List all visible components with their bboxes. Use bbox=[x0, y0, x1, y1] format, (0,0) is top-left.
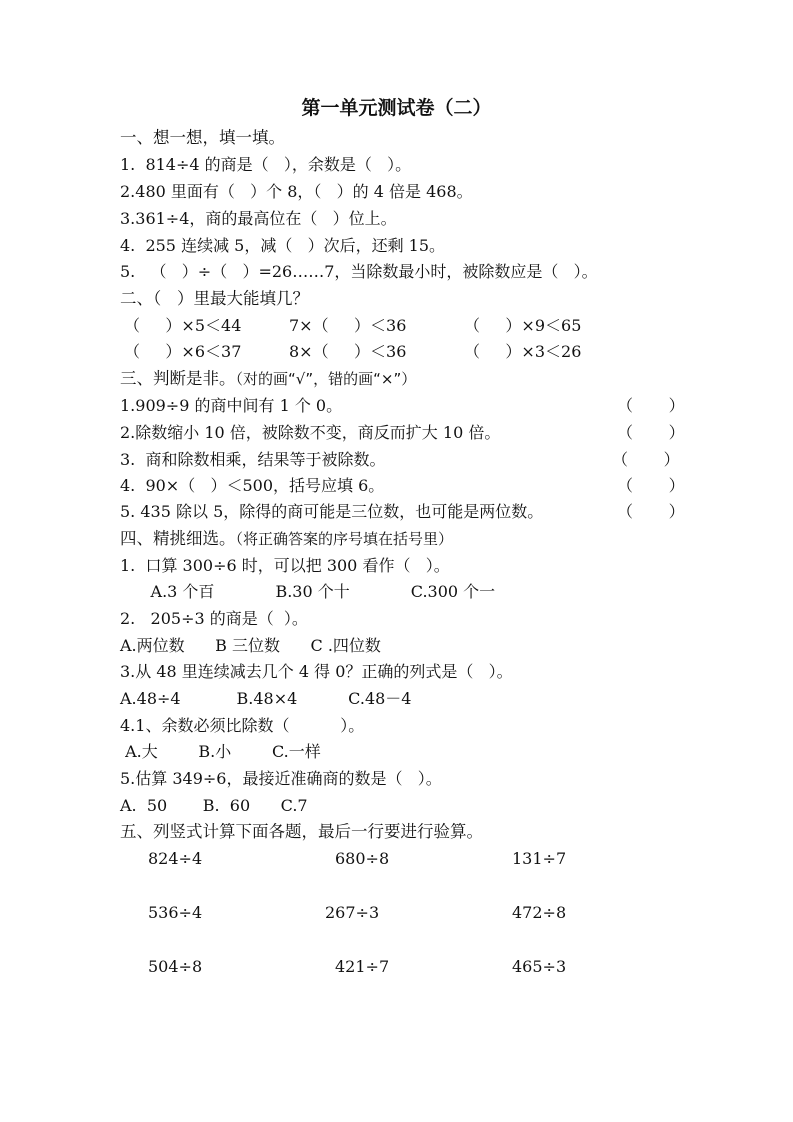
section4-question-5: 5.估算 349÷6，最接近准确商的数是（ ）。 bbox=[120, 769, 442, 788]
calc-problem: 504÷8 bbox=[148, 957, 203, 976]
section4-heading-note: （将正确答案的序号填在括号里） bbox=[235, 530, 454, 548]
section3-heading bbox=[120, 369, 416, 389]
answer-blank[interactable]: （ ） bbox=[617, 396, 685, 415]
section3-item-3: 3. 商和除数相乘，结果等于被除数。 bbox=[120, 450, 386, 469]
section4-options-3: A.48÷4 B.48×4 C.48－4 bbox=[120, 689, 412, 708]
section1-item-1: 1. 814÷4 的商是（ ），余数是（ ）。 bbox=[120, 155, 412, 174]
answer-blank[interactable]: （ ） bbox=[612, 450, 680, 469]
section4-options-4: A.大 B.小 C.一样 bbox=[120, 742, 321, 761]
calc-problem: 680÷8 bbox=[335, 849, 390, 868]
page-title: 第一单元测试卷（二） bbox=[301, 97, 492, 119]
section2-heading: 二、（ ）里最大能填几？ bbox=[120, 289, 309, 308]
answer-blank[interactable]: （ ） bbox=[617, 423, 685, 442]
section4-heading-text: 四、精挑细选。 bbox=[120, 529, 236, 548]
section1-item-2: 2.480 里面有（ ）个 8，（ ）的 4 倍是 468。 bbox=[120, 182, 473, 201]
section4-heading bbox=[120, 529, 453, 549]
section2-cell: （ ）×6＜37 bbox=[124, 342, 242, 361]
section1-item-5: 5. （ ）÷（ ）=26……7，当除数最小时，被除数应是（ ）。 bbox=[120, 262, 598, 281]
calc-problem: 131÷7 bbox=[512, 849, 567, 868]
section4-question-4: 4.1、余数必须比除数（ ）。 bbox=[120, 716, 365, 735]
section2-cell: （ ）×3＜26 bbox=[464, 342, 582, 361]
section3-item-5: 5. 435 除以 5，除得的商可能是三位数，也可能是两位数。 bbox=[120, 502, 544, 521]
section4-options-5: A. 50 B. 60 C.7 bbox=[120, 796, 308, 815]
section2-cell: 7×（ ）＜36 bbox=[289, 316, 407, 335]
answer-blank[interactable]: （ ） bbox=[617, 502, 685, 521]
calc-problem: 421÷7 bbox=[335, 957, 390, 976]
section1-item-3: 3.361÷4，商的最高位在（ ）位上。 bbox=[120, 209, 397, 228]
calc-problem: 536÷4 bbox=[148, 903, 203, 922]
calc-problem: 824÷4 bbox=[148, 849, 203, 868]
section3-item-2: 2.除数缩小 10 倍，被除数不变，商反而扩大 10 倍。 bbox=[120, 423, 501, 442]
calc-problem: 267÷3 bbox=[325, 903, 380, 922]
section1-item-4: 4. 255 连续减 5，减（ ）次后，还剩 15。 bbox=[120, 236, 446, 255]
section3-heading-text: 三、判断是非。 bbox=[120, 369, 236, 388]
section2-cell: （ ）×9＜65 bbox=[464, 316, 582, 335]
section4-question-3: 3.从 48 里连续减去几个 4 得 0？正确的列式是（ ）。 bbox=[120, 662, 513, 681]
section4-options-1: A.3 个百 B.30 个十 C.300 个一 bbox=[120, 582, 496, 601]
calc-problem: 465÷3 bbox=[512, 957, 567, 976]
section4-question-1: 1. 口算 300÷6 时，可以把 300 看作（ ）。 bbox=[120, 556, 450, 575]
section4-question-2: 2. 205÷3 的商是（ ）。 bbox=[120, 609, 308, 628]
section3-item-4: 4. 90×（ ）＜500，括号应填 6。 bbox=[120, 476, 385, 495]
answer-blank[interactable]: （ ） bbox=[617, 476, 685, 495]
section3-item-1: 1.909÷9 的商中间有 1 个 0。 bbox=[120, 396, 343, 415]
section4-options-2: A.两位数 B 三位数 C .四位数 bbox=[120, 636, 381, 655]
section2-cell: 8×（ ）＜36 bbox=[289, 342, 407, 361]
calc-problem: 472÷8 bbox=[512, 903, 567, 922]
section1-heading: 一、想一想，填一填。 bbox=[120, 128, 285, 147]
section5-heading: 五、列竖式计算下面各题，最后一行要进行验算。 bbox=[120, 822, 483, 841]
section3-heading-note: （对的画“√”，错的画“×”） bbox=[235, 370, 417, 388]
section2-cell: （ ）×5＜44 bbox=[124, 316, 242, 335]
